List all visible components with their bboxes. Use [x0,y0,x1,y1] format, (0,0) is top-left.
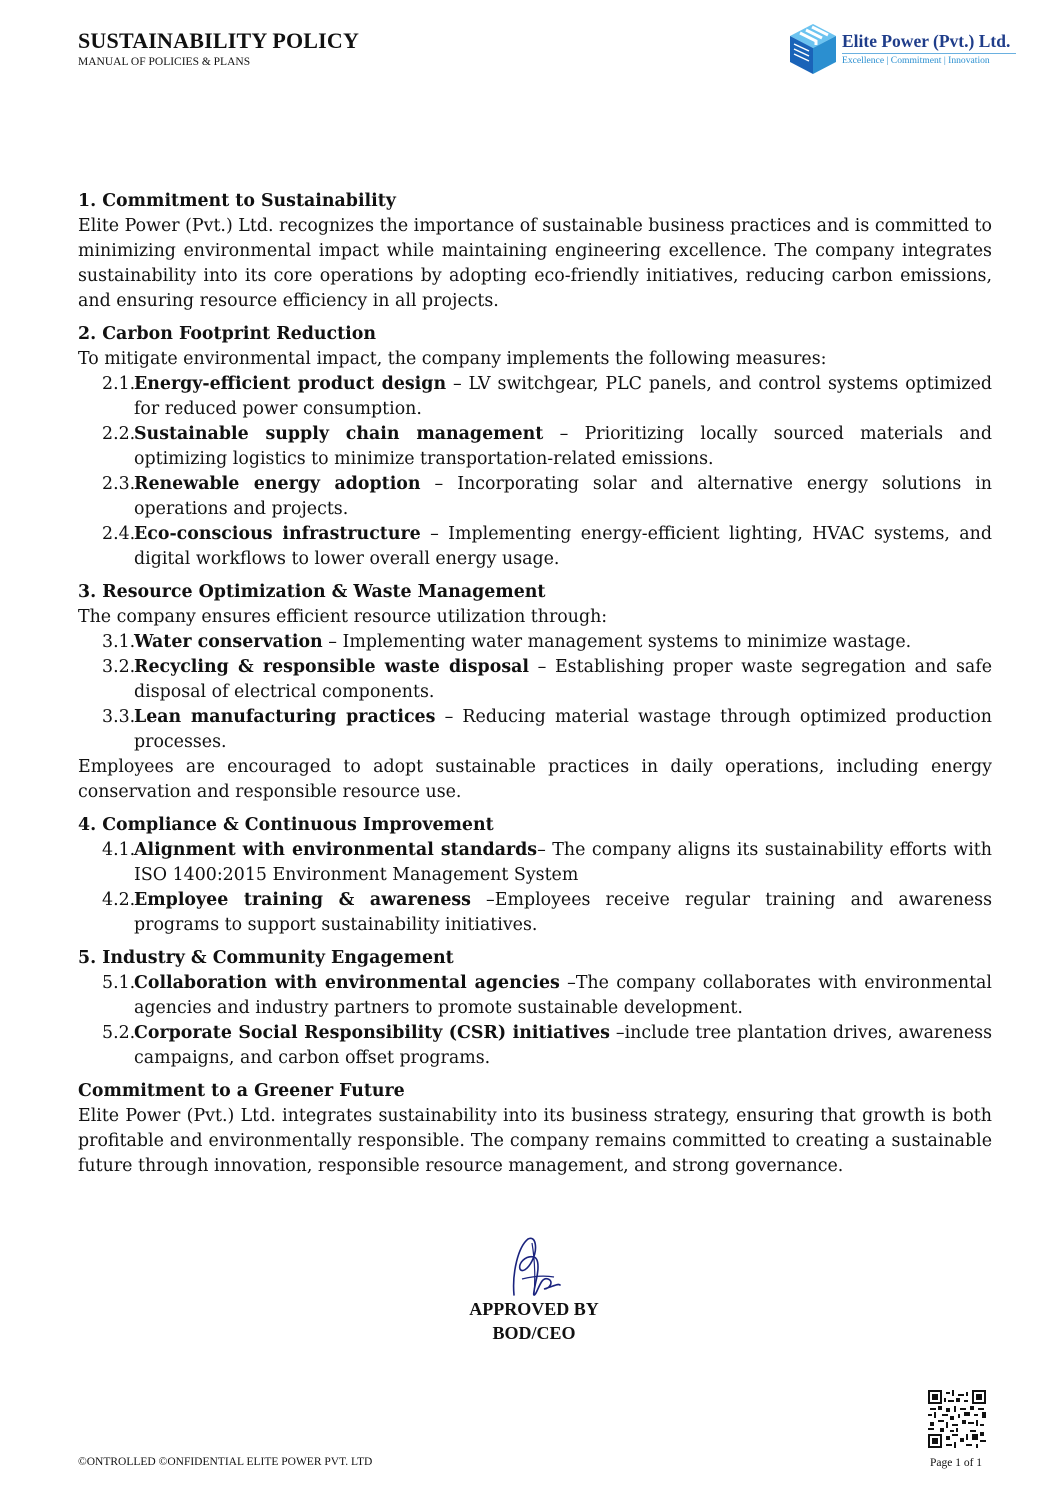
approved-by-label: APPROVED BY [469,1299,599,1319]
item-title: Lean manufacturing practices [134,707,436,727]
logo-divider [842,53,1016,54]
item-title: Collaboration with environmental agencies [134,973,560,993]
item-title: Recycling & responsible waste disposal [134,657,529,677]
item-number: 5.1. [102,973,136,993]
logo-tagline: Excellence | Commitment | Innovation [842,55,990,66]
logo-company-name: Elite Power (Pvt.) Ltd. [842,31,1011,51]
document-title: SUSTAINABILITY POLICY [78,28,360,53]
item-number: 3.1. [102,632,136,652]
section-carbon-footprint [78,322,992,572]
approver-title: BOD/CEO [492,1323,576,1343]
item-text: –Employees receive regular training and awareness programs to support sustainability initiatives. [134,890,992,935]
footer-classification: ©ONTROLLED ©ONFIDENTIAL ELITE POWER PVT. LTD [78,1456,373,1468]
list-item [78,705,992,755]
item-title: Sustainable supply chain management [134,424,544,444]
item-title: Corporate Social Responsibility (CSR) initiatives [134,1023,610,1043]
list-item [78,655,992,705]
list-item [78,372,992,422]
signature [492,1233,572,1303]
list-item [78,472,992,522]
company-logo [786,20,1026,80]
section-resource-optimization [78,580,992,805]
item-title: Employee training & awareness [134,890,471,910]
logo-mark-icon [786,20,840,76]
item-text: – Incorporating solar and alternative energy solutions in operations and projects. [134,474,992,519]
item-title: Eco-conscious infrastructure [134,524,421,544]
item-number: 5.2. [102,1023,136,1043]
item-number: 2.2. [102,424,136,444]
section-community-engagement [78,946,992,1071]
section-greener-future [78,1079,992,1179]
item-title: Water conservation [134,632,323,652]
list-item [78,971,992,1021]
approval-block [434,1233,634,1353]
policy-content [78,189,992,1187]
section-intro: The company ensures efficient resource utilization through: [78,607,608,627]
item-text: – Implementing water management systems to minimize wastage. [322,632,912,652]
list-item [78,838,992,888]
page-number: Page 1 of 1 [930,1457,983,1469]
item-number: 4.2. [102,890,136,910]
section-commitment [78,189,992,314]
item-title: Alignment with environmental standards [134,840,538,860]
item-title: Energy-efficient product design [134,374,447,394]
section-intro: To mitigate environmental impact, the company implements the following measures: [78,349,827,369]
item-title: Renewable energy adoption [134,474,421,494]
section-heading: Commitment to a Greener Future [78,1081,405,1101]
section-heading: 3. Resource Optimization & Waste Management [78,582,546,602]
item-number: 3.3. [102,707,136,727]
section-compliance [78,813,992,938]
section-heading: 2. Carbon Footprint Reduction [78,324,377,344]
section-body: Elite Power (Pvt.) Ltd. integrates sustainability into its business strategy, ensuring that growth is both profitable and environmentally responsible. The company remains committed to creating a sustainable future through innovation, responsible resource management, and strong governance. [78,1106,992,1176]
qr-code-icon [928,1390,986,1448]
item-text: – LV switchgear, PLC panels, and control systems optimized for reduced power consumption. [134,374,992,419]
list-item [78,888,992,938]
item-text: – The company aligns its sustainability efforts with ISO 1400:2015 Environment Management System [134,840,992,885]
section-heading: 5. Industry & Community Engagement [78,948,454,968]
list-item [78,422,992,472]
list-item [78,630,992,655]
item-number: 3.2. [102,657,136,677]
item-number: 2.4. [102,524,136,544]
section-outro: Employees are encouraged to adopt sustainable practices in daily operations, including energy conservation and responsible resource use. [78,757,992,802]
section-body: Elite Power (Pvt.) Ltd. recognizes the importance of sustainable business practices and is committed to minimizing environmental impact while maintaining engineering excellence. The company integrates sustainability into its core operations by adopting eco-friendly initiatives, reducing carbon emissions, and ensuring resource efficiency in all projects. [78,216,992,311]
section-heading: 4. Compliance & Continuous Improvement [78,815,494,835]
item-text: –include tree plantation drives, awareness campaigns, and carbon offset programs. [134,1023,992,1068]
item-number: 2.3. [102,474,136,494]
item-text: – Prioritizing locally sourced materials and optimizing logistics to minimize transportation-related emissions. [134,424,992,469]
item-text: – Implementing energy-efficient lighting, HVAC systems, and digital workflows to lower overall energy usage. [134,524,992,569]
item-number: 4.1. [102,840,136,860]
item-text: – Establishing proper waste segregation and safe disposal of electrical components. [134,657,992,702]
list-item [78,522,992,572]
section-heading: 1. Commitment to Sustainability [78,191,396,211]
list-item [78,1021,992,1071]
item-number: 2.1. [102,374,136,394]
document-subtitle: MANUAL OF POLICIES & PLANS [78,56,251,68]
item-text: – Reducing material wastage through optimized production processes. [134,707,993,752]
item-text: –The company collaborates with environmental agencies and industry partners to promote sustainable development. [134,973,992,1018]
